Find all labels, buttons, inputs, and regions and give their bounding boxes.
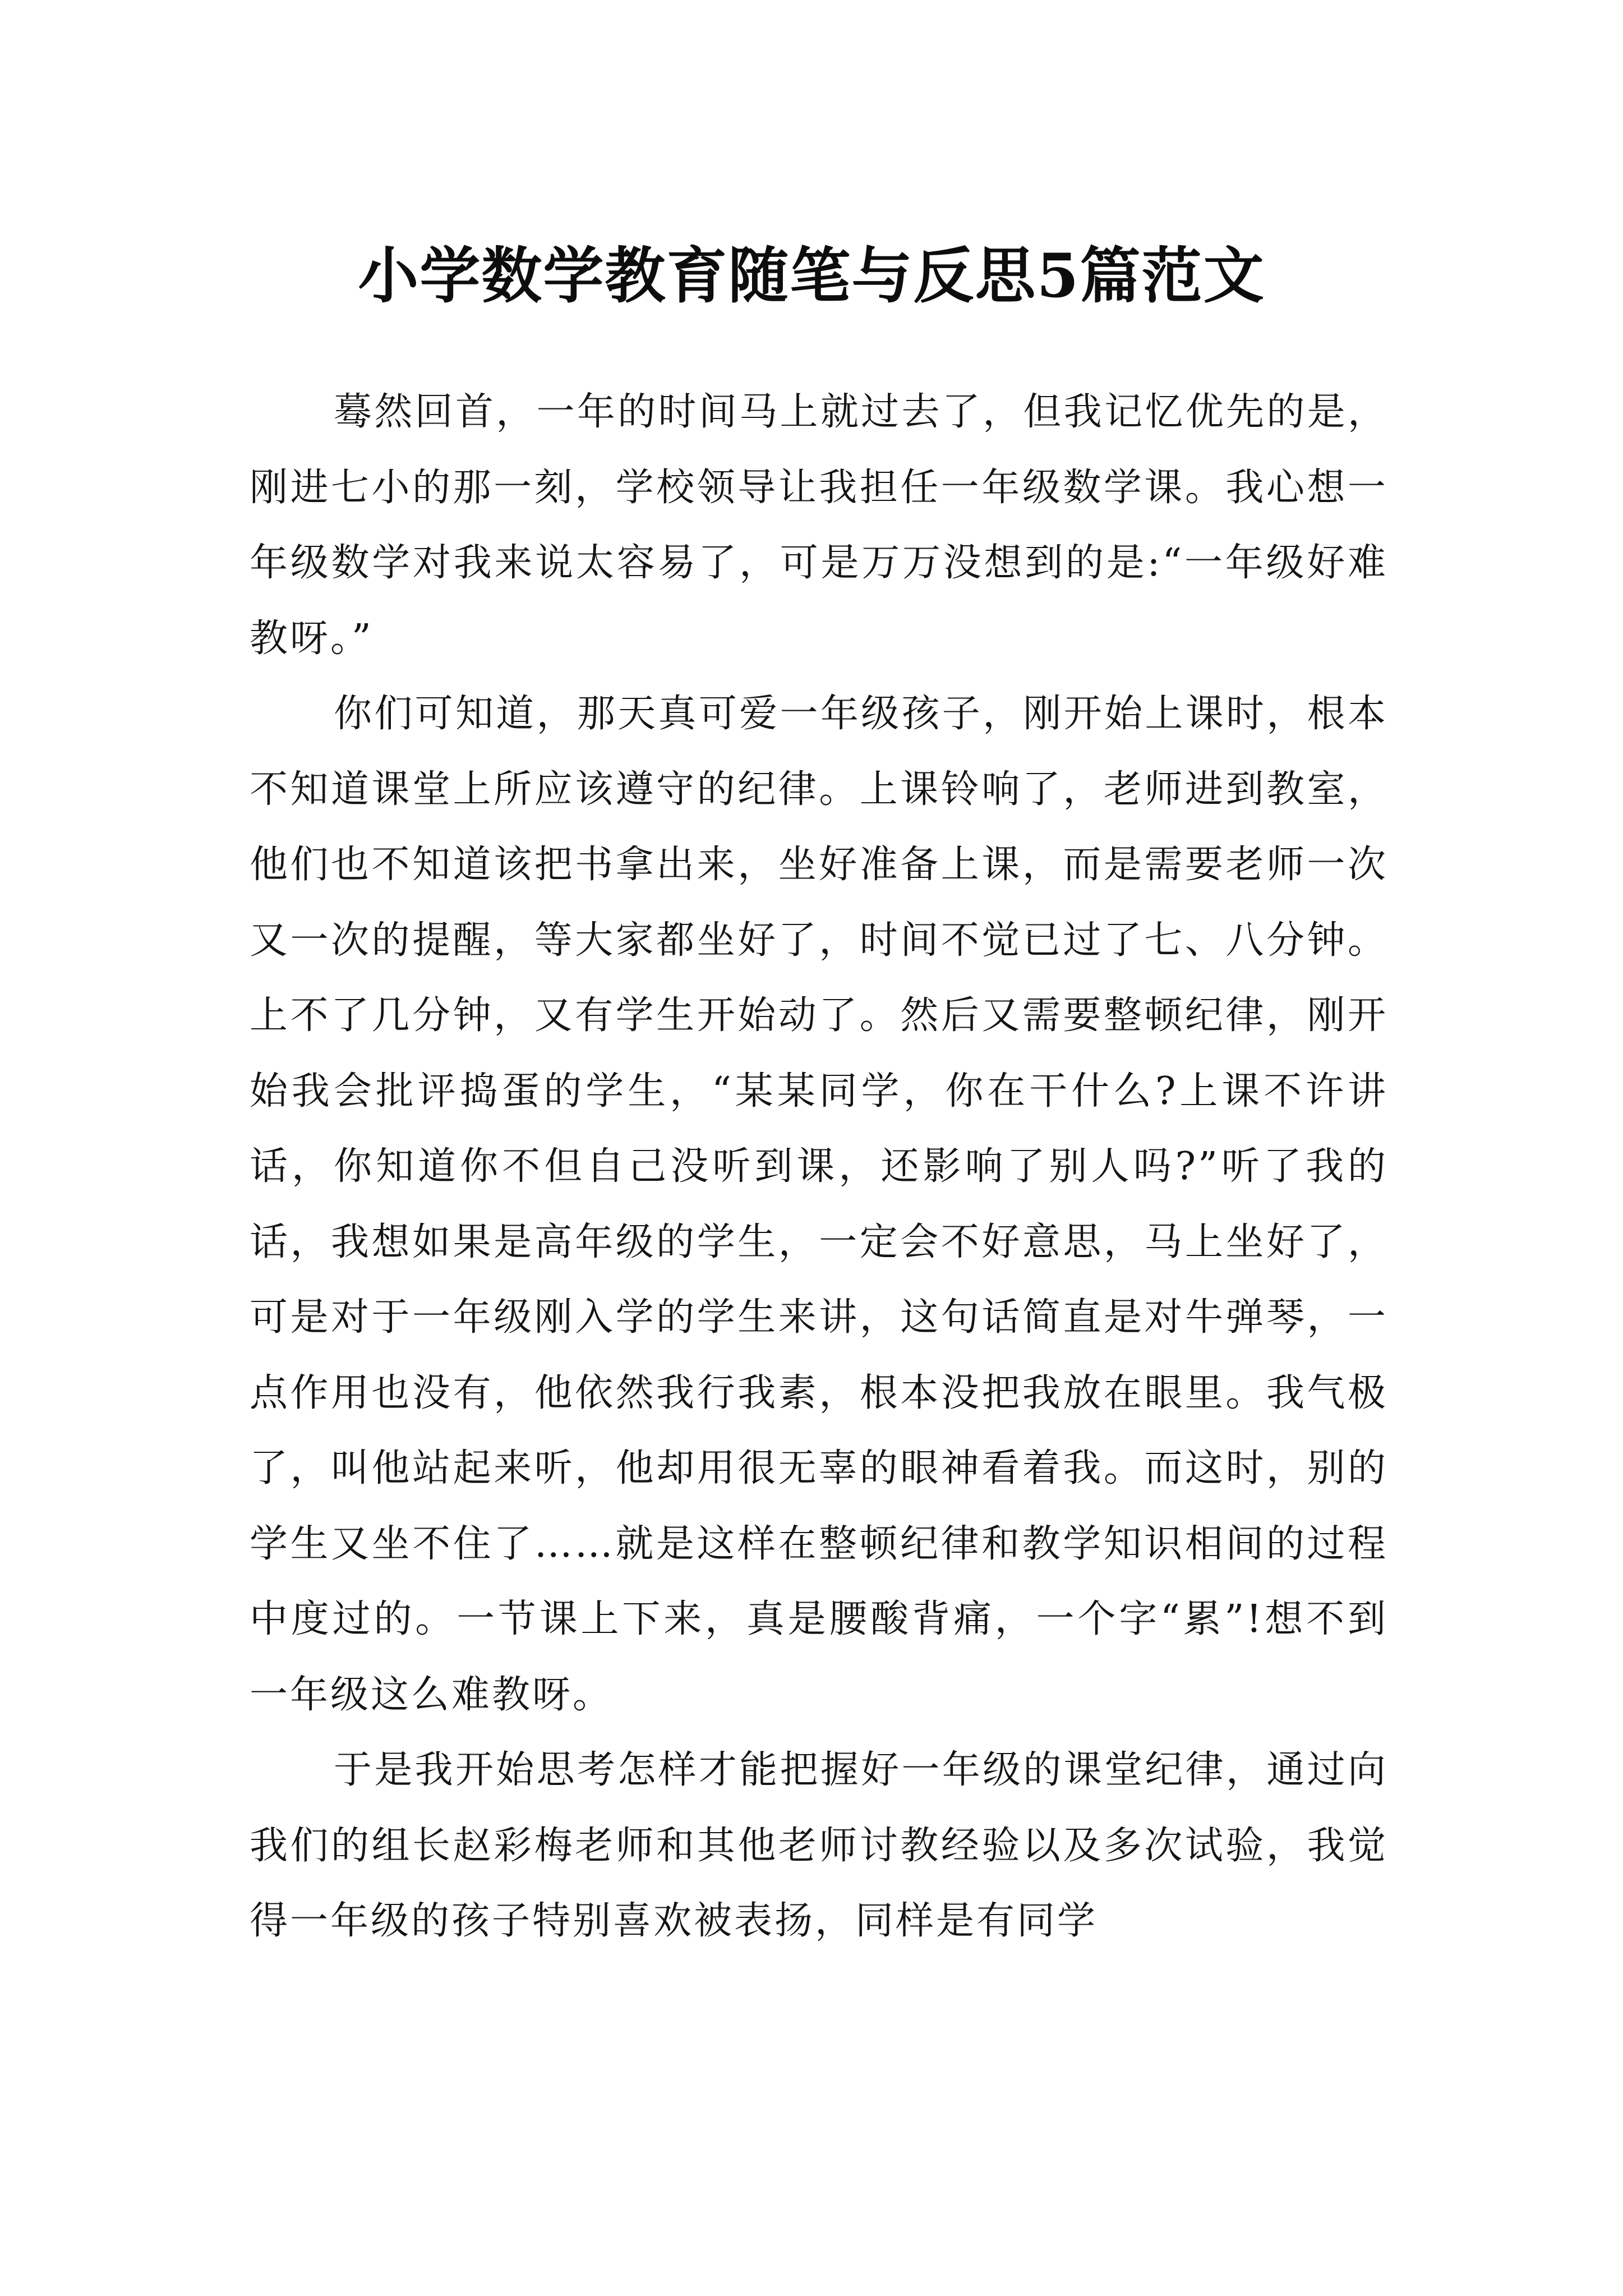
paragraph-1: 蓦然回首，一年的时间马上就过去了，但我记忆优先的是，刚进七小的那一刻，学校领导让我担任一年级数学课。我心想一年级数学对我来说太容易了，可是万万没想到的是:“一年级好难教呀。” (250, 390, 1388, 661)
document-title: 小学数学教育随笔与反思5篇范文 (358, 241, 1265, 312)
paragraph-2: 你们可知道，那天真可爱一年级孩子，刚开始上课时，根本不知道课堂上所应该遵守的纪律。上课铃响了，老师进到教室，他们也不知道该把书拿出来，坐好准备上课，而是需要老师一次又一次的提醒，等大家都坐好了，时间不觉已过了七、八分钟。上不了几分钟，又有学生开始动了。然后又需要整顿纪律，刚开始我会批评捣蛋的学生，“某某同学，你在干什么?上课不许讲话，你知道你不但自己没听到课，还影响了别人吗?”听了我的话，我想如果是高年级的学生，一定会不好意思，马上坐好了，可是对于一年级刚入学的学生来讲，这句话简直是对牛弹琴，一点作用也没有，他依然我行我素，根本没把我放在眼里。我气极了，叫他站起来听，他却用很无辜的眼神看着我。而这时，别的学生又坐不住了……就是这样在整顿纪律和教学知识相间的过程中度过的。一节课上下来，真是腰酸背痛，一个字“累”!想不到一年级这么难教呀。 (250, 692, 1388, 1717)
document-body (250, 375, 1388, 1959)
paragraph-3: 于是我开始思考怎样才能把握好一年级的课堂纪律，通过向我们的组长赵彩梅老师和其他老师讨教经验以及多次试验，我觉得一年级的孩子特别喜欢被表扬，同样是有同学 (250, 1748, 1388, 1943)
